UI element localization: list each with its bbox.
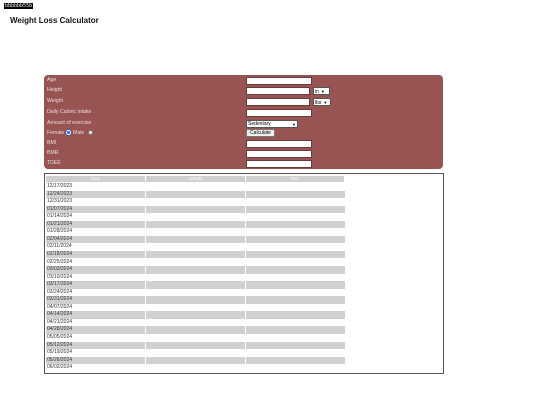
column-divider xyxy=(245,228,246,236)
date-cell: 06/02/2024 xyxy=(47,364,73,371)
table-row xyxy=(46,334,345,342)
column-divider xyxy=(145,311,146,319)
column-divider xyxy=(145,319,146,327)
column-divider xyxy=(245,266,246,274)
exercise-label: Amount of exercise xyxy=(47,120,92,126)
table-row xyxy=(46,349,345,357)
column-divider xyxy=(245,296,246,304)
bmr-label: BMR xyxy=(47,150,59,156)
height-label: Height xyxy=(47,87,62,93)
table-row xyxy=(46,364,345,372)
date-cell: 04/07/2024 xyxy=(47,303,73,310)
date-cell: 12/24/2023 xyxy=(47,190,73,197)
column-divider xyxy=(245,251,246,259)
female-radio[interactable] xyxy=(66,130,71,135)
column-divider xyxy=(245,274,246,282)
table-row xyxy=(46,274,345,282)
column-divider xyxy=(245,364,246,372)
date-cell: 03/24/2024 xyxy=(47,288,73,295)
column-divider xyxy=(245,213,246,221)
column-divider xyxy=(245,236,246,244)
date-cell: 03/31/2024 xyxy=(47,296,73,303)
date-cell: 04/21/2024 xyxy=(47,318,73,325)
table-row xyxy=(46,251,345,259)
date-cell: 01/14/2024 xyxy=(47,213,73,220)
column-divider xyxy=(145,349,146,357)
table-row xyxy=(46,311,345,319)
table-row xyxy=(46,198,345,206)
column-divider xyxy=(145,259,146,267)
table-row xyxy=(46,221,345,229)
chevron-down-icon: ▼ xyxy=(320,89,325,94)
column-divider xyxy=(145,289,146,297)
column-divider xyxy=(145,228,146,236)
date-cell: 05/05/2024 xyxy=(47,334,73,340)
column-divider xyxy=(245,206,246,214)
age-input[interactable] xyxy=(246,77,312,85)
column-divider xyxy=(145,191,146,199)
header-date: Date xyxy=(46,176,145,182)
column-divider xyxy=(145,251,146,259)
bmi-output xyxy=(246,140,312,148)
page-title: Weight Loss Calculator xyxy=(10,16,99,25)
column-divider xyxy=(145,334,146,342)
table-row xyxy=(46,213,345,221)
badge-label: bbbbbb55b xyxy=(5,3,33,9)
date-cell: 04/14/2024 xyxy=(47,311,73,318)
date-cell: 02/18/2024 xyxy=(47,250,73,257)
column-divider xyxy=(245,357,246,365)
column-divider xyxy=(145,342,146,350)
column-divider xyxy=(245,183,246,191)
date-cell: 03/03/2024 xyxy=(47,266,73,273)
age-label: Age xyxy=(47,77,57,83)
exercise-select[interactable]: Sedentary ▼ xyxy=(248,121,296,127)
column-divider xyxy=(145,243,146,251)
date-cell: 05/19/2024 xyxy=(47,349,73,356)
table-row xyxy=(46,191,345,199)
column-divider xyxy=(145,326,146,334)
weight-input[interactable] xyxy=(246,98,310,106)
column-divider xyxy=(145,357,146,365)
table-row xyxy=(46,236,345,244)
column-divider xyxy=(245,259,246,267)
male-radio[interactable] xyxy=(88,130,93,135)
column-divider xyxy=(245,319,246,327)
header-weight: Weight xyxy=(146,176,245,182)
table-row xyxy=(46,259,345,267)
table-row xyxy=(46,281,345,289)
date-cell: 12/17/2023 xyxy=(47,183,73,189)
table-row xyxy=(46,183,345,191)
column-divider xyxy=(245,342,246,350)
height-unit-select[interactable]: in ▼ xyxy=(313,87,330,95)
column-divider xyxy=(145,206,146,214)
column-divider xyxy=(145,183,146,191)
table-row xyxy=(46,296,345,304)
date-cell: 05/26/2024 xyxy=(47,356,73,363)
date-cell: 03/17/2024 xyxy=(47,281,73,288)
date-cell: 04/28/2024 xyxy=(47,326,73,333)
column-divider xyxy=(245,289,246,297)
date-cell: 03/10/2024 xyxy=(47,273,73,280)
table-row xyxy=(46,304,345,312)
table-row xyxy=(46,319,345,327)
calculate-button[interactable]: Calculate xyxy=(246,129,275,137)
table-row xyxy=(46,289,345,297)
date-cell: 02/11/2024 xyxy=(47,243,72,250)
chevron-down-icon: ▼ xyxy=(292,122,296,127)
male-label: Male xyxy=(73,130,85,136)
column-divider xyxy=(145,304,146,312)
column-divider xyxy=(145,274,146,282)
column-divider xyxy=(245,191,246,199)
column-divider xyxy=(245,334,246,342)
date-cell: 01/21/2024 xyxy=(47,220,73,227)
calories-input[interactable] xyxy=(246,109,312,117)
column-divider xyxy=(245,326,246,334)
chevron-down-icon: ▼ xyxy=(323,100,328,105)
column-divider xyxy=(245,311,246,319)
weight-label: Weight xyxy=(47,98,64,104)
column-divider xyxy=(145,364,146,372)
height-input[interactable] xyxy=(246,87,310,95)
date-cell: 12/31/2023 xyxy=(47,198,73,205)
table-row xyxy=(46,357,345,365)
bmr-output xyxy=(246,150,312,158)
table-row xyxy=(46,206,345,214)
column-divider xyxy=(245,349,246,357)
column-divider xyxy=(145,296,146,304)
table-row xyxy=(46,266,345,274)
column-divider xyxy=(245,304,246,312)
weight-table xyxy=(44,173,444,374)
calories-label: Daily Caloric intake xyxy=(47,109,92,115)
column-divider xyxy=(245,281,246,289)
column-divider xyxy=(245,198,246,206)
female-label: Female xyxy=(47,130,65,136)
weight-unit-select[interactable]: lbs ▼ xyxy=(313,98,331,106)
column-divider xyxy=(145,236,146,244)
tdee-output xyxy=(246,160,312,168)
calculator-form xyxy=(44,75,443,169)
column-divider xyxy=(245,221,246,229)
date-cell: 01/07/2024 xyxy=(47,205,73,212)
header-bmi: BMI xyxy=(246,176,344,182)
column-divider xyxy=(245,243,246,251)
date-cell: 02/25/2024 xyxy=(47,258,73,265)
column-divider xyxy=(145,213,146,221)
tdee-label: TDEE xyxy=(47,160,61,166)
date-cell: 01/28/2024 xyxy=(47,228,73,235)
column-divider xyxy=(145,221,146,229)
table-row xyxy=(46,342,345,350)
column-divider xyxy=(145,198,146,206)
table-row xyxy=(46,243,345,251)
column-divider xyxy=(145,266,146,274)
column-divider xyxy=(145,281,146,289)
table-row xyxy=(46,326,345,334)
table-row xyxy=(46,228,345,236)
bmi-label: BMI xyxy=(47,140,57,146)
date-cell: 02/04/2024 xyxy=(47,235,73,242)
date-cell: 05/12/2024 xyxy=(47,341,73,348)
